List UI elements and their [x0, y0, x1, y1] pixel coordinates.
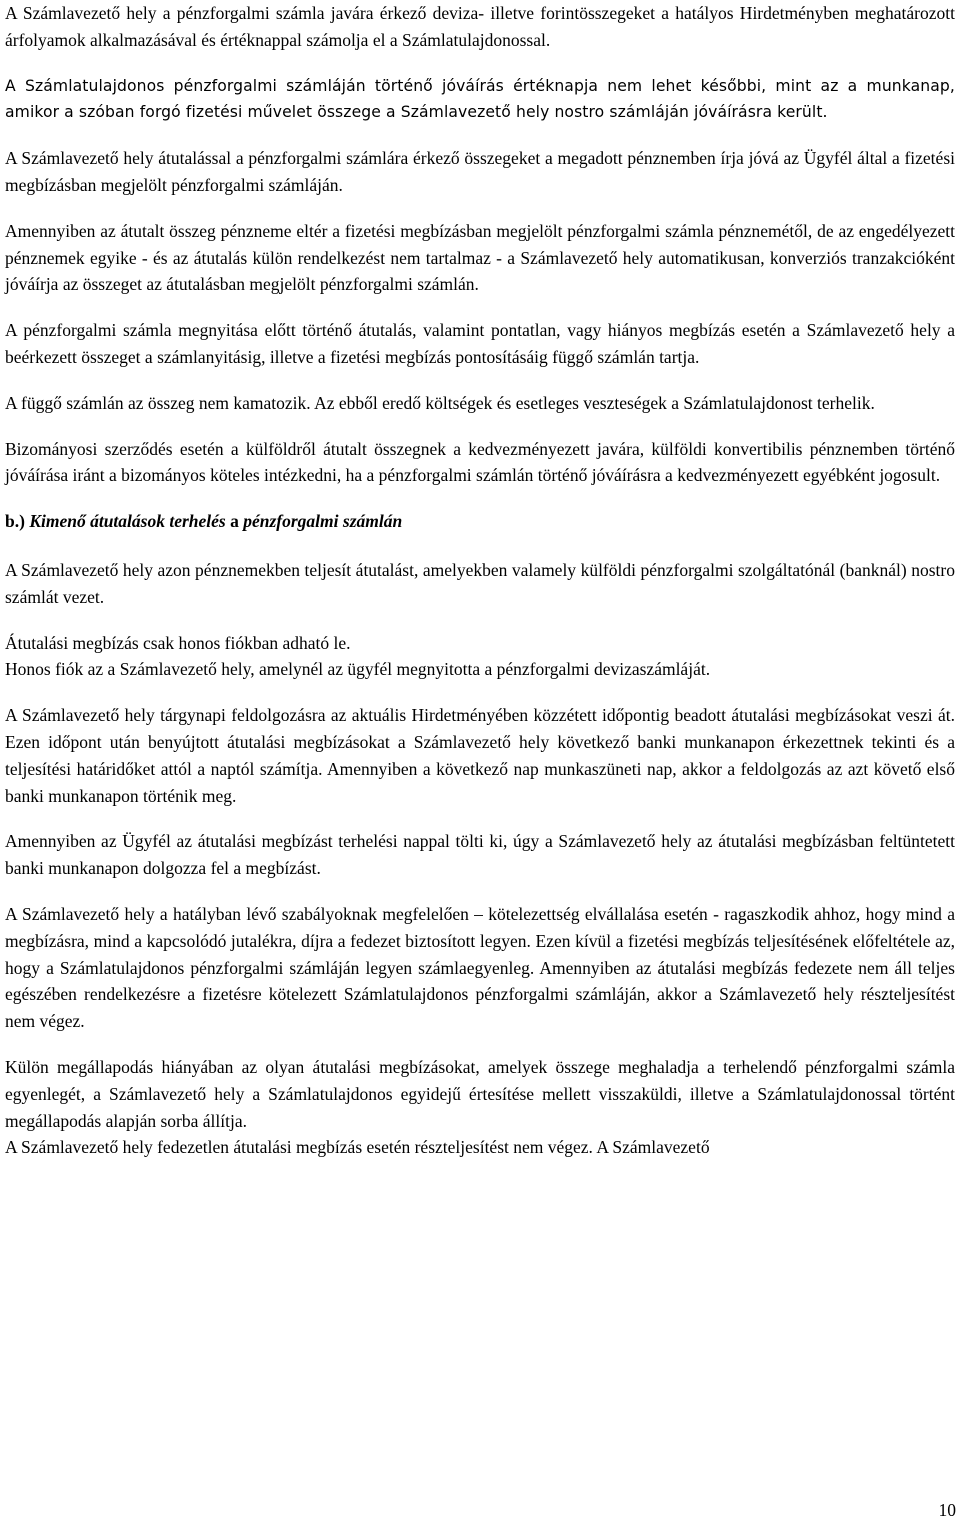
section-heading-title-part3: pénzforgalmi számlán [243, 511, 403, 532]
paragraph-debit-date: Amennyiben az Ügyfél az átutalási megbízást terhelési nappal tölti ki, úgy a Számlavezető hely az átutalási megbízásban feltüntetett banki munkanapon dolgozza fel a megbízást. [5, 831, 955, 879]
section-heading-title-part1: Kimenő átutalások terhelés [29, 511, 226, 532]
section-heading-title-part2: a [230, 511, 239, 532]
paragraph-nostro-currencies: A Számlavezető hely azon pénznemekben teljesít átutalást, amelyekben valamely külföldi pénzforgalmi szolgáltatónál (banknál) nostro számlát vezet. [5, 559, 955, 607]
paragraph-insufficient-funds: Külön megállapodás hiányában az olyan átutalási megbízásokat, amelyek összege meghaladja a terhelendő pénzforgalmi számla egyenlegét, a Számlavezető hely a Számlatulajdonos egyidejű értesítése mellett visszaküldi, illetve a Számlatulajdonossal történt megállapodás alapján sorba állítja. [5, 1056, 955, 1131]
paragraph-currency-conversion: Amennyiben az átutalt összeg pénzneme eltér a fizetési megbízásban megjelölt pénzforgalmi számla pénznemétől, de az engedélyezett pénznemek egyike - és az átutalás külön rendelkezést nem tartalmaz - a Számlavezető hely automatikusan, konverziós tranzakcióként jóváírja az összeget az átutalásban megjelölt pénzforgalmi számlán. [5, 220, 955, 295]
paragraph-home-branch-definition: Honos fiók az a Számlavezető hely, amelynél az ügyfél megnyitotta a pénzforgalmi devizaszámláját. [5, 659, 711, 680]
paragraph-home-branch: Átutalási megbízás csak honos fiókban adható le. [5, 632, 351, 653]
paragraph-coverage: A Számlavezető hely a hatályban lévő szabályoknak megfelelően – kötelezettség elvállalása esetén - ragaszkodik ahhoz, hogy mind a megbízásra, mind a kapcsolódó jutalékra, díjra a fedezet biztosított legyen. Ezen kívül a fizetési megbízás teljesítésének előfeltétele az, hogy a Számlatulajdonos pénzforgalmi számláján legyen számlaegyenleg. Amennyiben az átutalási megbízás fedezete nem áll teljes egészében rendelkezésre a fizetésre kötelezett Számlatulajdonos pénzforgalmi számláján, akkor a Számlavezető hely részteljesítést nem végez. [5, 903, 955, 1032]
document-page [5, 0, 955, 1180]
paragraph-processing-cutoff: A Számlavezető hely tárgynapi feldolgozásra az aktuális Hirdetményében közzétett időpontig beadott átutalási megbízásokat veszi át. Ezen időpont után benyújtott átutalási megbízásokat a Számlavezető hely következő banki munkanapon érkezettnek tekinti és a teljesítési határidőket attól a naptól számítja. Amennyiben a következő nap munkaszüneti nap, akkor a feldolgozás az azt követő első banki munkanapon történik meg. [5, 705, 955, 806]
paragraph-value-date: A Számlatulajdonos pénzforgalmi számláján történő jóváírás értéknapja nem lehet későbbi, mint az a munkanap, amikor a szóban forgó fizetési művelet összege a Számlavezető hely nostro számláján jóváírásra került. [5, 76, 955, 122]
section-heading-letter: b.) [5, 511, 25, 532]
paragraph-pending-account: A pénzforgalmi számla megnyitása előtt történő átutalás, valamint pontatlan, vagy hiányos megbízás esetén a Számlavezető hely a beérkezett összeget a számlanyitásig, illetve a fizetési megbízás pontosításáig függő számlán tartja. [5, 320, 955, 367]
paragraph-incoming-credit: A Számlavezető hely átutalással a pénzforgalmi számlára érkező összegeket a megadott pénznemben írja jóvá az Ügyfél által a fizetési megbízásban megjelölt pénzforgalmi számláján. [5, 148, 955, 195]
paragraph-settlement-rates: A Számlavezető hely a pénzforgalmi számla javára érkező deviza- illetve forintösszegeket a hatályos Hirdetményben meghatározott árfolyamok alkalmazásával és értéknappal számolja el a Számlatulajdonossal. [5, 3, 955, 50]
section-heading [5, 508, 955, 535]
paragraph-partial-execution: A Számlavezető hely fedezetlen átutalási megbízás esetén részteljesítést nem végez. A Számlavezető [5, 1137, 710, 1158]
paragraph-no-interest: A függő számlán az összeg nem kamatozik. Az ebből eredő költségek és esetleges veszteségek a Számlatulajdonost terhelik. [5, 392, 875, 413]
page-number: 10 [938, 1500, 956, 1520]
paragraph-commission-contract: Bizományosi szerződés esetén a külföldről átutalt összegnek a kedvezményezett javára, külföldi konvertibilis pénznemben történő jóváírása iránt a bizományos köteles intézkedni, ha a pénzforgalmi számlán történő jóváírásra a kedvezményezett egyébként jogosult. [5, 438, 955, 486]
